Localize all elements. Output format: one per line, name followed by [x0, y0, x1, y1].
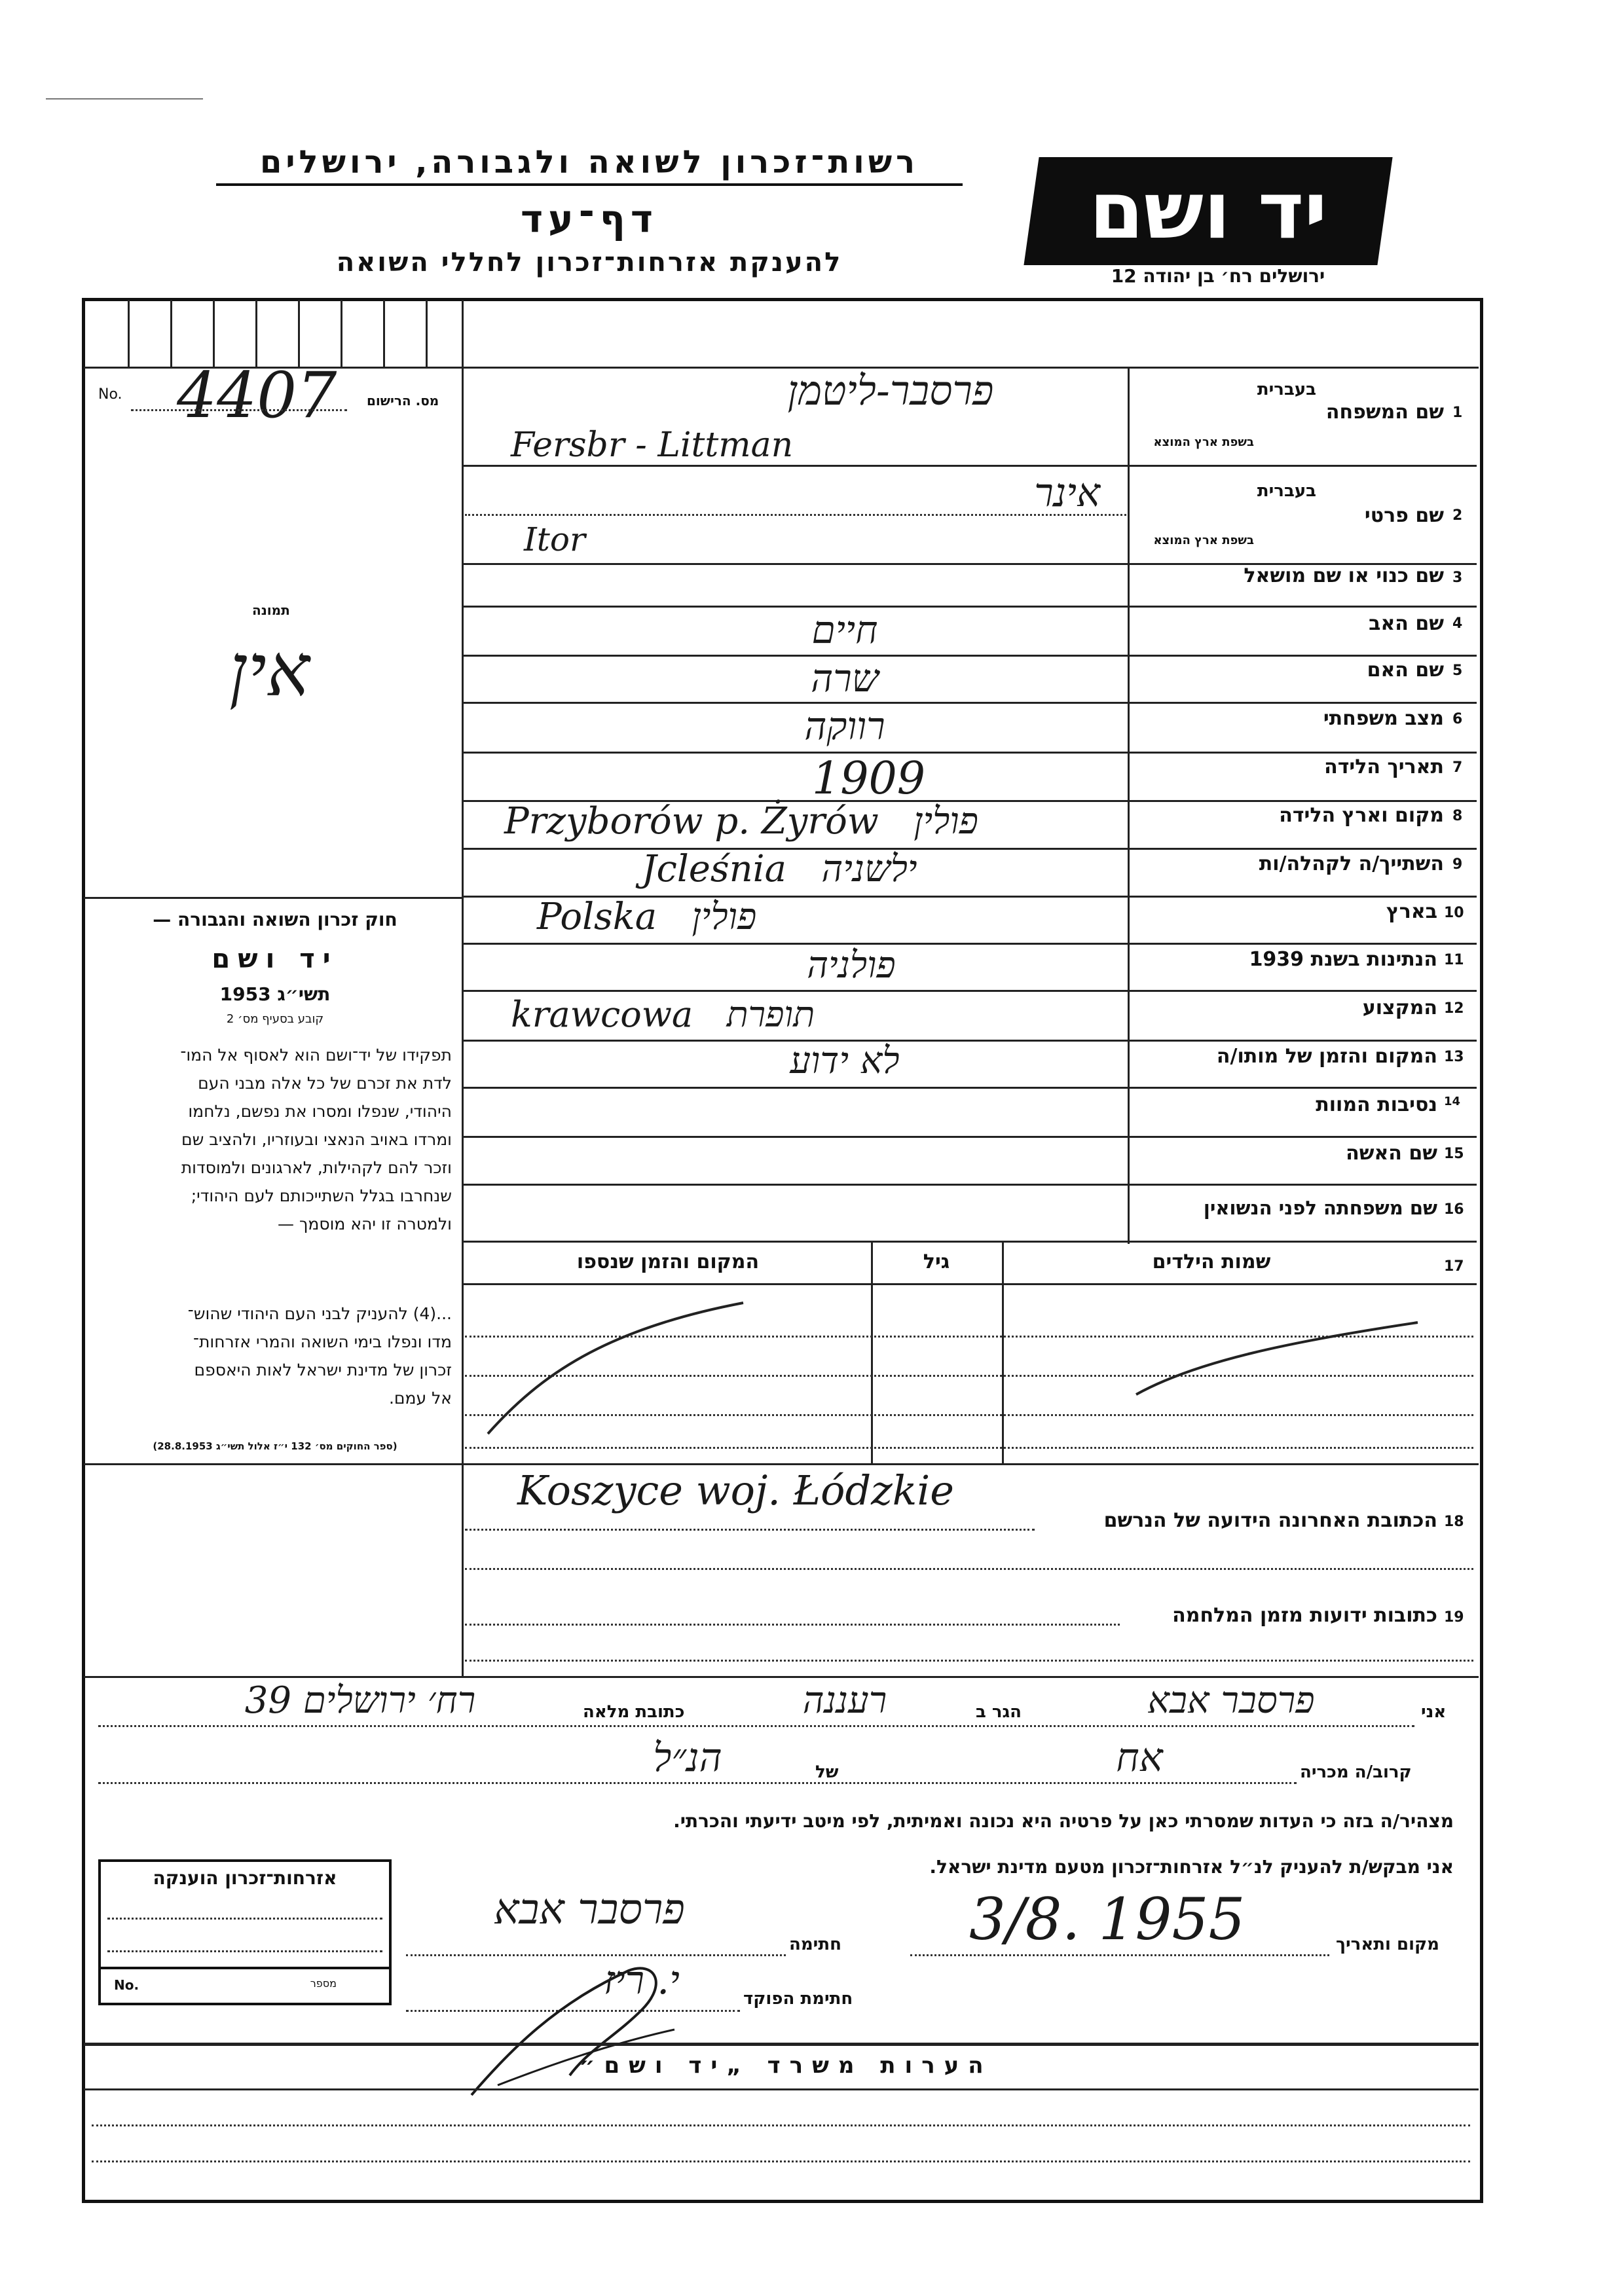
left-column-divider	[462, 300, 464, 1678]
left-panel-line	[84, 897, 462, 899]
top-grid-tick	[128, 300, 130, 367]
row-line	[462, 465, 1477, 467]
field-2-value-local: Itor	[524, 520, 585, 558]
field-9-label: השתייך/ה לקהלה/ות	[1259, 852, 1444, 875]
field-8-label: מקום וארץ הלידה	[1279, 804, 1444, 827]
notes-line	[92, 2124, 1470, 2126]
row-line	[462, 752, 1477, 754]
field-1-value-he: פרסבר-ליטמן	[787, 367, 994, 414]
field-10-num: 10	[1444, 905, 1464, 921]
field-1-sub-local: בשפת ארץ המוצא	[1153, 435, 1254, 449]
law-line: מדו ונפלו בימי השואה והמרי אזרחות־	[193, 1332, 452, 1351]
decl-statement-2: אני מבקש/ת להעניק לנ״ל אזרחות־זכרון מטעם מדינת ישראל.	[929, 1856, 1454, 1878]
authority-name: רשות־זכרון לשואה ולגבורה, ירושלים	[216, 144, 963, 186]
decl-line	[98, 1782, 1297, 1784]
field-6-num: 6	[1452, 711, 1463, 727]
field-7-value: 1909	[812, 753, 926, 805]
law-line: ומרדו באויב הנאצי ובעוזריו, ולהציב שם	[181, 1130, 452, 1149]
scan-edge-mark	[46, 98, 203, 100]
top-grid-tick	[383, 300, 385, 367]
declaration-top-line	[84, 1676, 1479, 1678]
row-line	[462, 990, 1477, 992]
field-13-label: המקום והזמן של מותו/ה	[1216, 1045, 1437, 1068]
decl-name-value: פרסבר אבא	[1147, 1679, 1315, 1722]
row-line	[462, 848, 1477, 850]
decl-line	[98, 1725, 1414, 1727]
law-heading: חוק זכרון השואה והגבורה —	[153, 909, 397, 930]
decl-of-value: הנ״ל	[653, 1735, 722, 1781]
award-box	[98, 1859, 392, 2005]
field-13-num: 13	[1444, 1049, 1464, 1065]
field-2-sub-local: בשפת ארץ המוצא	[1153, 534, 1254, 547]
law-line: ...(4) להעניק לבני העם היהודי שהוש־	[187, 1304, 452, 1323]
decl-officer-value: י. ריז	[604, 1958, 680, 2003]
children-col-place: המקום והזמן שנספו	[576, 1250, 760, 1273]
addr18-line	[465, 1568, 1473, 1570]
addr18-value: Koszyce woj. Łódzkie	[517, 1467, 954, 1514]
decl-place-date-value: 3/8. 1955	[969, 1886, 1246, 1953]
decl-relative-value: אח	[1116, 1735, 1163, 1781]
top-grid-tick	[341, 300, 342, 367]
field-8-value: Przyborów p. Żyrów פולין	[504, 800, 979, 843]
field-7-num: 7	[1452, 759, 1463, 776]
decl-address-value: רח׳ ירושלים 39	[244, 1679, 476, 1722]
decl-city-value: רעננה	[802, 1679, 887, 1722]
law-line: זכרון של מדינת ישראל לאות היאספם	[194, 1360, 452, 1379]
field-14-num: 14	[1444, 1095, 1461, 1108]
law-source: (ספר החוקים מס׳ 132 י״ז אלול תשי״ג 28.8.1953)	[153, 1440, 397, 1452]
law-line: אל עמם.	[388, 1389, 452, 1408]
logo-address: ירושלים רח׳ בן יהודה 12	[1111, 265, 1325, 287]
decl-full-address: כתובת מלאה	[583, 1702, 685, 1722]
award-box-number-label: מספר	[310, 1977, 337, 1990]
strike-mark-place	[488, 1303, 743, 1434]
reg-no-value: 4407	[177, 359, 337, 432]
field-5-label: שם האם	[1367, 659, 1444, 682]
field-12-value: krawcowa תופרת	[511, 994, 815, 1035]
field-9-value: Jcleśnia ילשניה	[642, 848, 917, 890]
decl-ani: אני	[1421, 1702, 1447, 1722]
field-15-label: שם האשה	[1346, 1142, 1437, 1165]
award-box-title: אזרחות־זכרון הוענקה	[153, 1867, 337, 1889]
decl-place-date-label: מקום ותאריך	[1336, 1935, 1439, 1954]
reg-no-line	[131, 409, 347, 411]
addr19-num: 19	[1444, 1609, 1464, 1626]
top-grid-tick	[426, 300, 428, 367]
field-10-label: בארץ	[1386, 900, 1437, 923]
top-grid-tick	[213, 300, 215, 367]
law-line: ולמטרה זו יהא מוסמך —	[278, 1214, 452, 1233]
children-col-names: שמות הילדים	[1152, 1250, 1271, 1273]
decl-signature-value: פרסבר אבא	[494, 1886, 685, 1934]
notes-line	[92, 2160, 1470, 2162]
officer-signature-flourish	[458, 1944, 733, 2108]
law-text-2	[92, 1300, 452, 1412]
field-5-value: שרה	[811, 656, 879, 701]
top-grid-tick	[170, 300, 172, 367]
reg-label: מס. הרישום	[367, 393, 439, 409]
row-line	[462, 943, 1477, 945]
law-line: תפקידו של יד־ושם הוא לאסוף אל המו־	[180, 1046, 452, 1065]
field-7-label: תאריך הלידה	[1324, 756, 1444, 778]
notes-line	[84, 2088, 1479, 2090]
award-box-line	[107, 1918, 382, 1920]
field-2-sub-he: בעברית	[1257, 481, 1316, 501]
decl-statement-1: מצהיר/ה בזה כי העדות שמסרתי כאן על פרטיה היא נכונה ואמיתית, לפי מיטב ידיעתי והכרתי.	[673, 1810, 1454, 1832]
law-clause: קובע בסעיף מס׳ 2	[226, 1012, 324, 1026]
strike-mark-names	[1136, 1322, 1418, 1394]
addr18-label: הכתובת האחרונה הידועה של הנרשם	[1103, 1509, 1437, 1532]
field-17-num: 17	[1444, 1258, 1464, 1275]
reg-no-prefix: No.	[98, 386, 122, 403]
field-9-num: 9	[1452, 856, 1463, 873]
field-5-num: 5	[1452, 663, 1463, 679]
field-16-num: 16	[1444, 1201, 1464, 1218]
field-1-num: 1	[1452, 405, 1463, 421]
field-1-label: שם המשפחה	[1325, 401, 1444, 424]
addr18-num: 18	[1444, 1514, 1464, 1530]
field-16-label: שם משפחתה לפני הנשואין	[1203, 1197, 1437, 1219]
decl-of-label: של	[815, 1762, 839, 1782]
logo-block	[1024, 157, 1392, 265]
children-bottom-line	[84, 1463, 1479, 1465]
field-4-label: שם האב	[1369, 612, 1444, 635]
field-11-num: 11	[1444, 952, 1464, 968]
field-14-label: נסיבות המוות	[1316, 1093, 1437, 1116]
law-line: וזכר להם לקהילות, לארגונים ולמוסדות	[181, 1158, 452, 1177]
field-2-value-he: אינר	[1034, 470, 1100, 516]
children-strike-marks	[462, 1283, 1477, 1467]
children-col-age: גיל	[923, 1250, 950, 1273]
award-box-line	[107, 1950, 382, 1952]
logo-text: יד ושם	[1089, 166, 1327, 257]
decl-line	[910, 1954, 1329, 1956]
decl-officer-label: חתימת הפוקד	[743, 1989, 853, 2009]
decl-relative-label: קרוב/ה מכריה	[1300, 1762, 1412, 1782]
field-3-num: 3	[1452, 570, 1463, 586]
row-line	[462, 1184, 1477, 1186]
field-15-num: 15	[1444, 1146, 1464, 1162]
form-subtitle: להענקת אזרחות־זכרון לחללי השואה	[336, 247, 843, 278]
field-6-label: מצב משפחתי	[1323, 707, 1444, 730]
field-12-label: המקצוע	[1362, 996, 1437, 1019]
field-1-value-local: Fersbr - Littman	[511, 426, 794, 465]
addr19-line	[465, 1624, 1120, 1626]
award-box-number-row	[101, 1967, 389, 2003]
field-13-value: לא ידוע	[790, 1040, 900, 1082]
office-notes-title: הערות משרד „יד ושם״	[579, 2052, 993, 2079]
field-12-num: 12	[1444, 1000, 1464, 1017]
field-4-value: חיים	[811, 608, 878, 652]
field-3-label: שם כנוי או שם מושאל	[1244, 564, 1444, 587]
award-box-number-prefix: No.	[114, 1977, 139, 1993]
form-title: דף־עד	[520, 196, 659, 241]
row-line	[462, 1087, 1477, 1089]
field-2-num: 2	[1452, 507, 1463, 524]
top-grid-tick	[298, 300, 300, 367]
row-line	[462, 1136, 1477, 1138]
notes-top-line	[84, 2043, 1479, 2046]
addr18-line	[465, 1529, 1035, 1531]
photo-label: תמונה	[252, 602, 290, 618]
field-1-sub-he: בעברית	[1257, 380, 1316, 399]
decl-signature-label: חתימה	[789, 1935, 841, 1954]
photo-value: אין	[229, 629, 310, 712]
decl-lives-in: הגר ב	[976, 1702, 1022, 1722]
field-10-value: Polska פולין	[537, 896, 757, 938]
law-line: היהודי, שנפלו ומסרו את נפשם, נלחמו	[188, 1102, 452, 1121]
addr19-label: כתובות ידועות מזמן המלחמה	[1172, 1604, 1437, 1627]
law-line: לדת את זכרם של כל אלה מבני העם	[198, 1074, 452, 1093]
label-value-divider	[1128, 367, 1130, 1244]
law-line: שנחרבו בגלל השתייכותם לעם היהודי;	[191, 1186, 452, 1205]
field-11-value: פולניה	[807, 944, 896, 987]
field-11-label: הנתינות בשנת 1939	[1249, 948, 1437, 971]
field-2-label: שם פרטי	[1364, 504, 1444, 527]
addr19-line	[465, 1660, 1473, 1662]
law-text-1	[92, 1041, 452, 1238]
field-8-num: 8	[1452, 808, 1463, 824]
field-4-num: 4	[1452, 615, 1463, 632]
row-line	[462, 1241, 1477, 1243]
top-grid-tick	[255, 300, 257, 367]
field-6-value: רווקה	[804, 704, 885, 748]
law-year: תשי״ג 1953	[219, 983, 331, 1005]
law-name: יד ושם	[212, 944, 339, 974]
